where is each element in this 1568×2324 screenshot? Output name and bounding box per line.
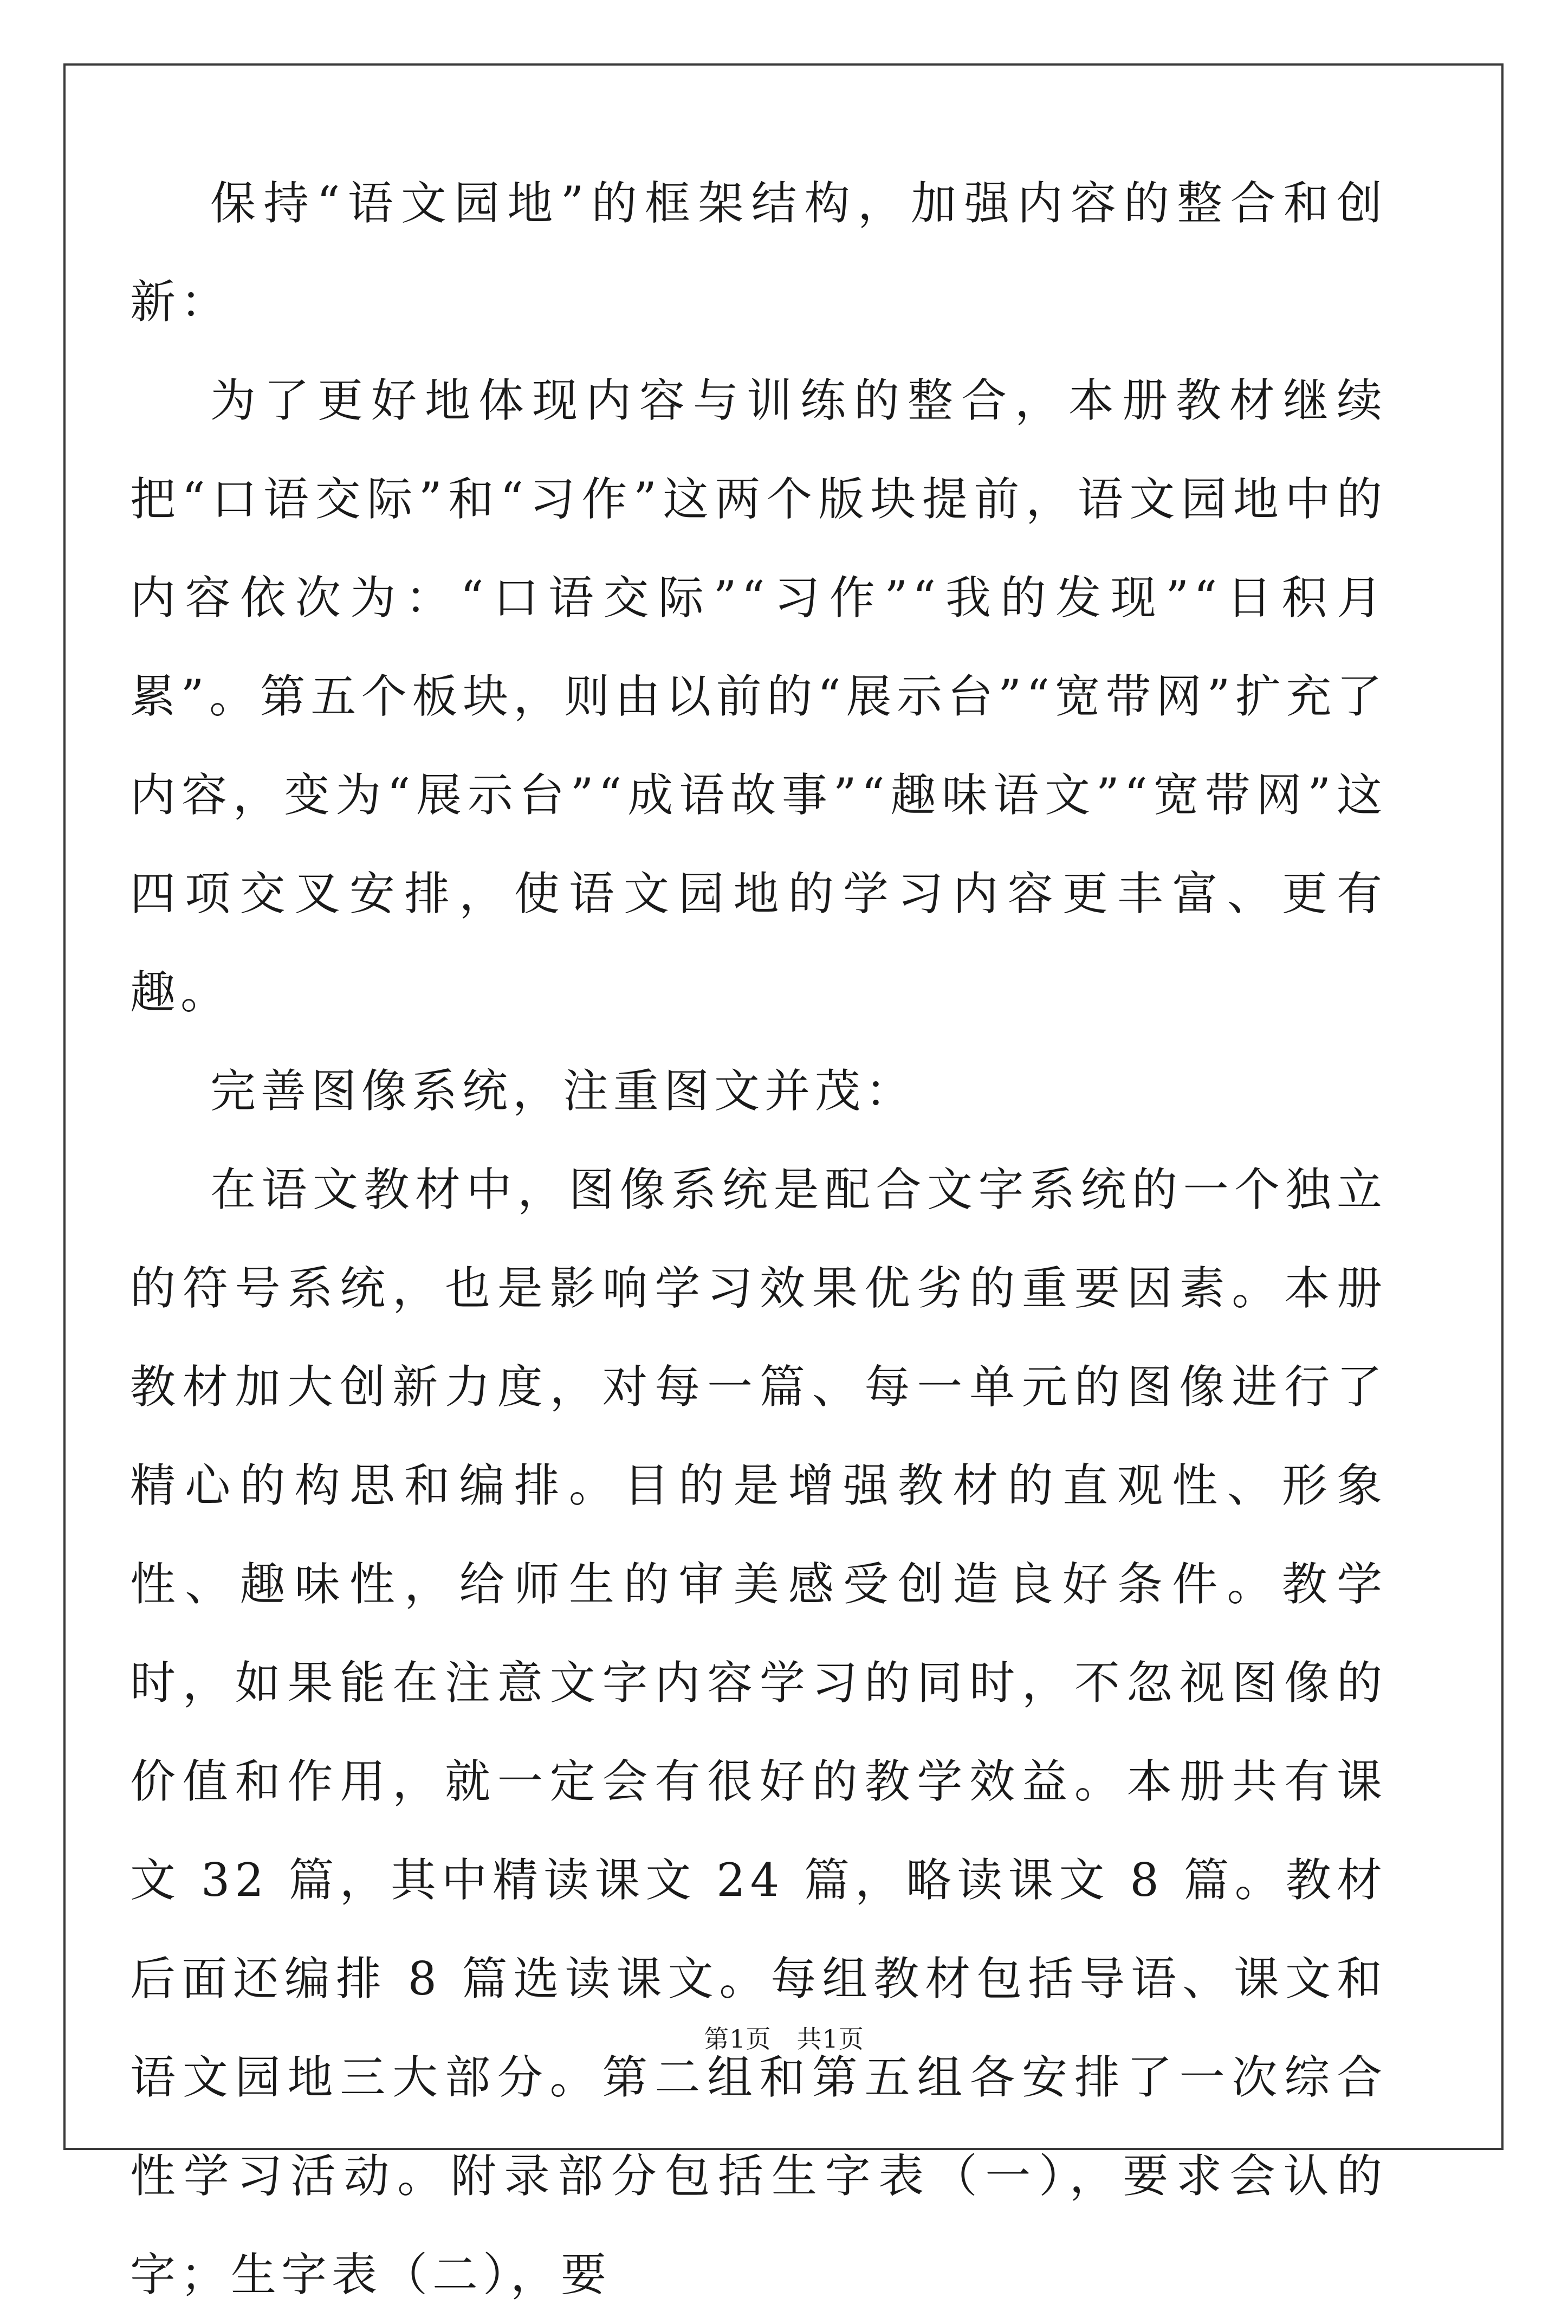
paragraph-heading-1: 保持“语文园地”的框架结构，加强内容的整合和创新： — [130, 177, 1387, 328]
document-body — [130, 154, 1387, 2324]
page-footer: 第1页 共1页 — [704, 2024, 864, 2054]
paragraph-body-2: 在语文教材中，图像系统是配合文字系统的一个独立的符号系统，也是影响学习效果优劣的重要因素。本册教材加大创新力度，对每一篇、每一单元的图像进行了精心的构思和编排。目的是增强教材的直观性、形象性、趣味性，给师生的审美感受创造良好条件。教学时，如果能在注意文字内容学习的同时，不忽视图像的价值和作用，就一定会有很好的教学效益。本册共有课文 32 篇，其中精读课文 24 篇，略读课文 8 篇。教材后面还编排 8 篇选读课文。每组教材包括导语、课文和语文园地三大部分。第二组和第五组各安排了一次综合性学习活动。附录部分包括生字表（一），要求会认的字；生字表（二），要 — [130, 1163, 1387, 2301]
paragraph-heading-2: 完善图像系统，注重图文并茂： — [210, 1064, 916, 1118]
paragraph-body-1: 为了更好地体现内容与训练的整合，本册教材继续把“口语交际”和“习作”这两个版块提前，语文园地中的内容依次为：“口语交际”“习作”“我的发现”“日积月累”。第五个板块，则由以前的“展示台”“宽带网”扩充了内容，变为“展示台”“成语故事”“趣味语文”“宽带网”这四项交叉安排，使语文园地的学习内容更丰富、更有趣。 — [130, 374, 1387, 1019]
